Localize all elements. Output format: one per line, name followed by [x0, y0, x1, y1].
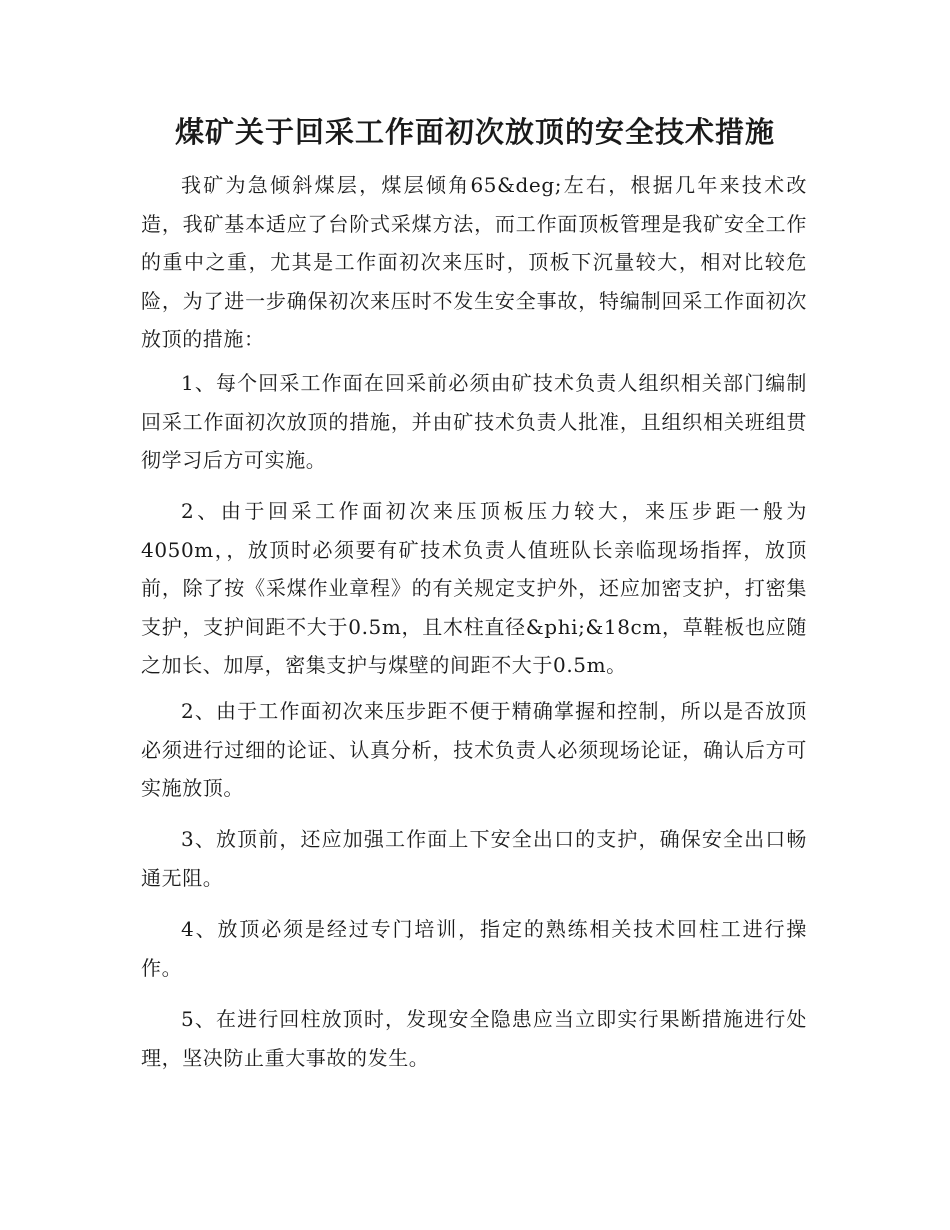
document-title: 煤矿关于回采工作面初次放顶的安全技术措施: [174, 115, 775, 149]
measure-item-5: 5、在进行回柱放顶时，发现安全隐患应当立即实行果断措施进行处理，坚决防止重大事故的发生。: [141, 1007, 807, 1070]
measure-item-2a: 2、由于回采工作面初次来压顶板压力较大，来压步距一般为4050m，，放顶时必须要有矿技术负责人值班队长亲临现场指挥，放顶前，除了按《采煤作业章程》的有关规定支护外，还应加密支护，打密集支护，支护间距不大于0.5m，且木柱直径&phi;&18cm，草鞋板也应随之加长、加厚，密集支护与煤壁的间距不大于0.5m。: [141, 499, 807, 678]
measure-item-4: 4、放顶必须是经过专门培训，指定的熟练相关技术回柱工进行操作。: [141, 917, 807, 980]
intro-paragraph: 我矿为急倾斜煤层，煤层倾角65&deg;左右，根据几年来技术改造，我矿基本适应了台阶式采煤方法，而工作面顶板管理是我矿安全工作的重中之重，尤其是工作面初次来压时，顶板下沉量较大，相对比较危险，为了进一步确保初次来压时不发生安全事故，特编制回采工作面初次放顶的措施：: [141, 173, 807, 352]
measure-item-1: 1、每个回采工作面在回采前必须由矿技术负责人组织相关部门编制回采工作面初次放顶的措施，并由矿技术负责人批准，且组织相关班组贯彻学习后方可实施。: [141, 371, 807, 473]
measure-item-2b: 2、由于工作面初次来压步距不便于精确掌握和控制，所以是否放顶必须进行过细的论证、认真分析，技术负责人必须现场论证，确认后方可实施放顶。: [141, 699, 807, 801]
measure-item-3: 3、放顶前，还应加强工作面上下安全出口的支护，确保安全出口畅通无阻。: [141, 827, 807, 890]
